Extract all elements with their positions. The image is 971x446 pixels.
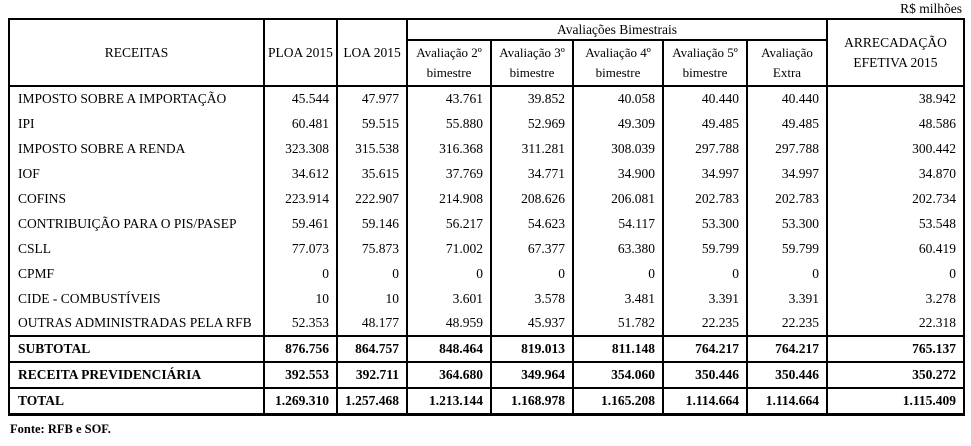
cell-value: 202.783 xyxy=(663,186,747,211)
column-header-arrecadacao-efetiva xyxy=(827,19,964,86)
row-label: IMPOSTO SOBRE A RENDA xyxy=(9,136,264,161)
cell-value: 350.446 xyxy=(747,362,827,388)
row-label: IPI xyxy=(9,111,264,136)
table-row xyxy=(9,86,964,111)
column-header-ploa-2015: PLOA 2015 xyxy=(264,19,337,86)
arrecadacao-line1: ARRECADAÇÃO xyxy=(844,34,947,50)
table-row xyxy=(9,311,964,336)
arrecadacao-line2: EFETIVA 2015 xyxy=(853,54,938,70)
cell-value: 765.137 xyxy=(827,336,964,362)
cell-value: 34.997 xyxy=(663,161,747,186)
cell-value: 876.756 xyxy=(264,336,337,362)
cell-value: 308.039 xyxy=(573,136,663,161)
cell-value: 10 xyxy=(264,286,337,311)
row-label: CSLL xyxy=(9,236,264,261)
cell-value: 349.964 xyxy=(491,362,573,388)
cell-value: 315.538 xyxy=(337,136,407,161)
cell-value: 34.997 xyxy=(747,161,827,186)
cell-value: 34.870 xyxy=(827,161,964,186)
cell-value: 40.440 xyxy=(747,86,827,111)
cell-value: 43.761 xyxy=(407,86,491,111)
row-label: IMPOSTO SOBRE A IMPORTAÇÃO xyxy=(9,86,264,111)
cell-value: 208.626 xyxy=(491,186,573,211)
summary-row xyxy=(9,336,964,362)
cell-value: 1.168.978 xyxy=(491,388,573,414)
sub-header-line1: Avaliação 5º xyxy=(672,45,738,60)
cell-value: 223.914 xyxy=(264,186,337,211)
column-header-avaliacao-extra xyxy=(747,40,827,86)
cell-value: 1.213.144 xyxy=(407,388,491,414)
row-label: SUBTOTAL xyxy=(9,336,264,362)
cell-value: 59.799 xyxy=(747,236,827,261)
cell-value: 22.235 xyxy=(747,311,827,336)
cell-value: 848.464 xyxy=(407,336,491,362)
revenue-table xyxy=(8,18,965,416)
cell-value: 864.757 xyxy=(337,336,407,362)
cell-value: 214.908 xyxy=(407,186,491,211)
cell-value: 47.977 xyxy=(337,86,407,111)
cell-value: 53.548 xyxy=(827,211,964,236)
column-header-avaliacao-2-bimestre xyxy=(407,40,491,86)
cell-value: 350.446 xyxy=(663,362,747,388)
cell-value: 300.442 xyxy=(827,136,964,161)
table-row xyxy=(9,186,964,211)
cell-value: 297.788 xyxy=(663,136,747,161)
column-header-avaliacao-3-bimestre xyxy=(491,40,573,86)
sub-header-line1: Avaliação 4º xyxy=(585,45,651,60)
table-row xyxy=(9,211,964,236)
cell-value: 0 xyxy=(491,261,573,286)
cell-value: 37.769 xyxy=(407,161,491,186)
cell-value: 22.318 xyxy=(827,311,964,336)
sub-header-line2: Extra xyxy=(772,65,802,80)
cell-value: 34.612 xyxy=(264,161,337,186)
cell-value: 819.013 xyxy=(491,336,573,362)
cell-value: 3.391 xyxy=(663,286,747,311)
cell-value: 1.115.409 xyxy=(827,388,964,414)
cell-value: 0 xyxy=(663,261,747,286)
cell-value: 34.771 xyxy=(491,161,573,186)
cell-value: 40.440 xyxy=(663,86,747,111)
cell-value: 54.117 xyxy=(573,211,663,236)
cell-value: 52.969 xyxy=(491,111,573,136)
cell-value: 0 xyxy=(827,261,964,286)
column-header-receitas: RECEITAS xyxy=(9,19,264,86)
table-row xyxy=(9,136,964,161)
cell-value: 0 xyxy=(747,261,827,286)
cell-value: 51.782 xyxy=(573,311,663,336)
sub-header-line1: Avaliação xyxy=(761,45,813,60)
column-header-avaliacao-4-bimestre xyxy=(573,40,663,86)
cell-value: 323.308 xyxy=(264,136,337,161)
cell-value: 0 xyxy=(337,261,407,286)
sub-header-line2: bimestre xyxy=(426,65,472,80)
cell-value: 0 xyxy=(407,261,491,286)
cell-value: 1.269.310 xyxy=(264,388,337,414)
cell-value: 67.377 xyxy=(491,236,573,261)
column-header-loa-2015: LOA 2015 xyxy=(337,19,407,86)
cell-value: 59.461 xyxy=(264,211,337,236)
cell-value: 63.380 xyxy=(573,236,663,261)
row-label: CPMF xyxy=(9,261,264,286)
cell-value: 764.217 xyxy=(663,336,747,362)
cell-value: 60.419 xyxy=(827,236,964,261)
cell-value: 3.601 xyxy=(407,286,491,311)
sub-header-line2: bimestre xyxy=(509,65,555,80)
cell-value: 10 xyxy=(337,286,407,311)
table-row xyxy=(9,161,964,186)
unit-label: R$ milhões xyxy=(900,1,962,16)
cell-value: 3.481 xyxy=(573,286,663,311)
cell-value: 354.060 xyxy=(573,362,663,388)
cell-value: 3.578 xyxy=(491,286,573,311)
cell-value: 39.852 xyxy=(491,86,573,111)
column-header-avaliacao-5-bimestre xyxy=(663,40,747,86)
cell-value: 3.391 xyxy=(747,286,827,311)
cell-value: 297.788 xyxy=(747,136,827,161)
cell-value: 350.272 xyxy=(827,362,964,388)
cell-value: 48.177 xyxy=(337,311,407,336)
row-label: CONTRIBUIÇÃO PARA O PIS/PASEP xyxy=(9,211,264,236)
cell-value: 48.586 xyxy=(827,111,964,136)
cell-value: 45.544 xyxy=(264,86,337,111)
cell-value: 49.485 xyxy=(663,111,747,136)
source-note: Fonte: RFB e SOF. xyxy=(10,422,111,436)
cell-value: 38.942 xyxy=(827,86,964,111)
cell-value: 52.353 xyxy=(264,311,337,336)
cell-value: 40.058 xyxy=(573,86,663,111)
cell-value: 59.799 xyxy=(663,236,747,261)
cell-value: 392.711 xyxy=(337,362,407,388)
cell-value: 0 xyxy=(264,261,337,286)
cell-value: 764.217 xyxy=(747,336,827,362)
table-row xyxy=(9,111,964,136)
cell-value: 49.309 xyxy=(573,111,663,136)
row-label: IOF xyxy=(9,161,264,186)
cell-value: 49.485 xyxy=(747,111,827,136)
cell-value: 1.257.468 xyxy=(337,388,407,414)
header-row-group xyxy=(9,19,964,40)
row-label: TOTAL xyxy=(9,388,264,414)
sub-header-line2: bimestre xyxy=(682,65,728,80)
cell-value: 22.235 xyxy=(663,311,747,336)
cell-value: 35.615 xyxy=(337,161,407,186)
cell-value: 56.217 xyxy=(407,211,491,236)
table-row xyxy=(9,236,964,261)
cell-value: 34.900 xyxy=(573,161,663,186)
cell-value: 55.880 xyxy=(407,111,491,136)
sub-header-line1: Avaliação 2º xyxy=(416,45,482,60)
column-group-avaliacoes-bimestrais: Avaliações Bimestrais xyxy=(407,19,827,40)
cell-value: 202.734 xyxy=(827,186,964,211)
cell-value: 392.553 xyxy=(264,362,337,388)
summary-row xyxy=(9,388,964,414)
cell-value: 811.148 xyxy=(573,336,663,362)
summary-row xyxy=(9,362,964,388)
cell-value: 54.623 xyxy=(491,211,573,236)
cell-value: 75.873 xyxy=(337,236,407,261)
cell-value: 311.281 xyxy=(491,136,573,161)
table-header xyxy=(9,19,964,86)
cell-value: 206.081 xyxy=(573,186,663,211)
cell-value: 0 xyxy=(573,261,663,286)
table-row xyxy=(9,286,964,311)
cell-value: 45.937 xyxy=(491,311,573,336)
row-label: RECEITA PREVIDENCIÁRIA xyxy=(9,362,264,388)
cell-value: 53.300 xyxy=(747,211,827,236)
table-row xyxy=(9,261,964,286)
row-label: CIDE - COMBUSTÍVEIS xyxy=(9,286,264,311)
cell-value: 77.073 xyxy=(264,236,337,261)
sub-header-line2: bimestre xyxy=(595,65,641,80)
sub-header-line1: Avaliação 3º xyxy=(499,45,565,60)
cell-value: 59.515 xyxy=(337,111,407,136)
cell-value: 60.481 xyxy=(264,111,337,136)
cell-value: 316.368 xyxy=(407,136,491,161)
row-label: COFINS xyxy=(9,186,264,211)
cell-value: 59.146 xyxy=(337,211,407,236)
table-body xyxy=(9,86,964,414)
cell-value: 3.278 xyxy=(827,286,964,311)
cell-value: 222.907 xyxy=(337,186,407,211)
cell-value: 364.680 xyxy=(407,362,491,388)
cell-value: 1.165.208 xyxy=(573,388,663,414)
cell-value: 71.002 xyxy=(407,236,491,261)
cell-value: 48.959 xyxy=(407,311,491,336)
cell-value: 1.114.664 xyxy=(747,388,827,414)
cell-value: 202.783 xyxy=(747,186,827,211)
row-label: OUTRAS ADMINISTRADAS PELA RFB xyxy=(9,311,264,336)
cell-value: 1.114.664 xyxy=(663,388,747,414)
cell-value: 53.300 xyxy=(663,211,747,236)
